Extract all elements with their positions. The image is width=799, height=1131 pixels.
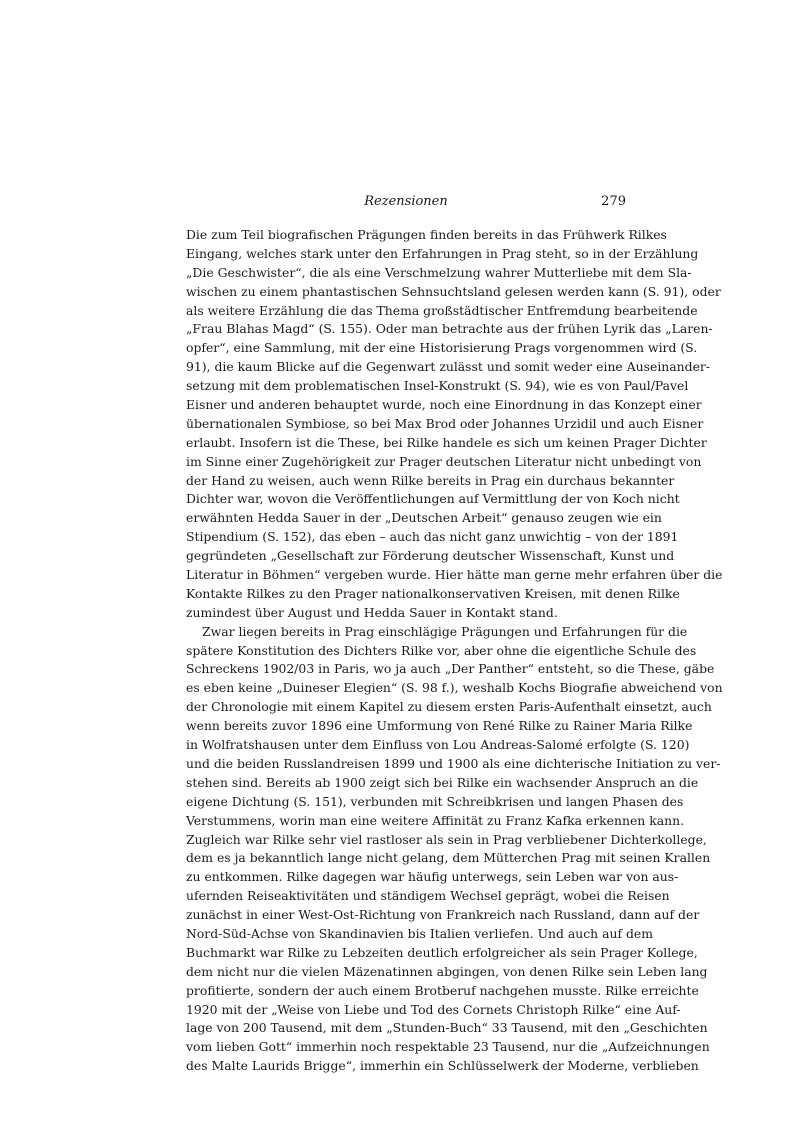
text-line: Verstummens, worin man eine weitere Affinität zu Franz Kafka erkennen kann. <box>186 812 685 828</box>
text-line: Zugleich war Rilke sehr viel rastloser als sein in Prag verbliebener Dichterkollege, <box>186 831 707 847</box>
text-line: in Wolfratshausen unter dem Einfluss von Lou Andreas-Salomé erfolgte (S. 120) <box>186 737 690 753</box>
page-number: 279 <box>601 194 626 209</box>
running-title: Rezensionen <box>364 194 448 209</box>
text-line: der Hand zu weisen, auch wenn Rilke bereits in Prag ein durchaus bekannter <box>186 472 675 488</box>
text-line: und die beiden Russlandreisen 1899 und 1900 als eine dichterische Initiation zu ver- <box>186 755 721 771</box>
text-line: „Die Geschwister“, die als eine Verschmelzung wahrer Mutterliebe mit dem Sla- <box>186 264 692 280</box>
text-line: spätere Konstitution des Dichters Rilke vor, aber ohne die eigentliche Schule des <box>186 642 697 658</box>
paragraph <box>186 226 723 623</box>
text-line: Die zum Teil biografischen Prägungen finden bereits in das Frühwerk Rilkes <box>186 227 667 242</box>
text-line: 1920 mit der „Weise von Liebe und Tod des Cornets Christoph Rilke“ eine Auf- <box>186 1001 681 1017</box>
text-line: dem nicht nur die vielen Mäzenatinnen abgingen, von denen Rilke sein Leben lang <box>186 963 708 979</box>
text-line: Kontakte Rilkes zu den Prager nationalkonservativen Kreisen, mit denen Rilke <box>186 585 680 601</box>
text-line: dem es ja bekanntlich lange nicht gelang, dem Mütterchen Prag mit seinen Krallen <box>186 850 711 866</box>
text-line: wenn bereits zuvor 1896 eine Umformung von René Rilke zu Rainer Maria Rilke <box>186 718 693 734</box>
text-line: setzung mit dem problematischen Insel-Konstrukt (S. 94), wie es von Paul/Pavel <box>186 378 689 394</box>
text-line: wischen zu einem phantastischen Sehnsuchtsland gelesen werden kann (S. 91), oder <box>186 283 721 299</box>
text-line: vom lieben Gott“ immerhin noch respektable 23 Tausend, nur die „Aufzeichnungen <box>186 1039 710 1055</box>
text-line: Stipendium (S. 152), das eben – auch das nicht ganz unwichtig – von der 1891 <box>186 529 679 545</box>
text-line: der Chronologie mit einem Kapitel zu diesem ersten Paris-Aufenthalt einsetzt, auch <box>186 699 712 715</box>
text-line: Eisner und anderen behauptet wurde, noch eine Einordnung in das Konzept einer <box>186 397 702 413</box>
text-line: erlaubt. Insofern ist die These, bei Rilke handele es sich um keinen Prager Dichter <box>186 434 707 450</box>
text-line: lage von 200 Tausend, mit dem „Stunden-Buch“ 33 Tausend, mit den „Geschichten <box>186 1020 708 1036</box>
text-line: Schreckens 1902/03 in Paris, wo ja auch „Der Panther“ entsteht, so die These, gäbe <box>186 661 715 677</box>
text-line: zu entkommen. Rilke dagegen war häufig unterwegs, sein Leben war von aus- <box>186 869 679 885</box>
text-line: als weitere Erzählung die das Thema großstädtischer Entfremdung bearbeitende <box>186 302 698 318</box>
text-line: Dichter war, wovon die Veröffentlichungen auf Vermittlung der von Koch nicht <box>186 491 680 507</box>
text-line: es eben keine „Duineser Elegien“ (S. 98 f.), weshalb Kochs Biografie abweichend von <box>186 680 723 696</box>
text-line: übernationalen Symbiose, so bei Max Brod oder Johannes Urzidil und auch Eisner <box>186 415 704 431</box>
text-line: zunächst in einer West-Ost-Richtung von Frankreich nach Russland, dann auf der <box>186 907 700 923</box>
text-line: zumindest über August und Hedda Sauer in Kontakt stand. <box>186 604 558 620</box>
text-line: gegründeten „Gesellschaft zur Förderung deutscher Wissenschaft, Kunst und <box>186 548 675 564</box>
text-line: Eingang, welches stark unter den Erfahrungen in Prag steht, so in der Erzählung <box>186 245 699 261</box>
text-line: Nord-Süd-Achse von Skandinavien bis Italien verliefen. Und auch auf dem <box>186 925 653 941</box>
text-line: „Frau Blahas Magd“ (S. 155). Oder man betrachte aus der frühen Lyrik das „Laren- <box>186 321 713 337</box>
text-line: ufernden Reiseaktivitäten und ständigem Wechsel geprägt, wobei die Reisen <box>186 888 670 904</box>
text-line: Buchmarkt war Rilke zu Lebzeiten deutlich erfolgreicher als sein Prager Kollege, <box>186 944 698 960</box>
text-line: stehen sind. Bereits ab 1900 zeigt sich bei Rilke ein wachsender Anspruch an die <box>186 774 699 790</box>
running-head <box>186 194 626 216</box>
paragraph <box>186 623 723 1076</box>
text-line: opfer“, eine Sammlung, mit der eine Historisierung Prags vorgenommen wird (S. <box>186 340 698 356</box>
text-line: profitierte, sondern der auch einem Brotberuf nachgehen musste. Rilke erreichte <box>186 982 699 998</box>
body-text <box>186 226 723 1076</box>
text-line: 91), die kaum Blicke auf die Gegenwart zulässt und somit weder eine Auseinander- <box>186 359 711 375</box>
text-line: Zwar liegen bereits in Prag einschlägige Prägungen und Erfahrungen für die <box>202 623 688 639</box>
text-line: erwähnten Hedda Sauer in der „Deutschen Arbeit“ genauso zeugen wie ein <box>186 510 662 526</box>
text-line: im Sinne einer Zugehörigkeit zur Prager deutschen Literatur nicht unbedingt von <box>186 453 702 469</box>
text-line: des Malte Laurids Brigge“, immerhin ein Schlüsselwerk der Moderne, verblieben <box>186 1058 699 1074</box>
text-line: eigene Dichtung (S. 151), verbunden mit Schreibkrisen und langen Phasen des <box>186 793 684 809</box>
text-line: Literatur in Böhmen“ vergeben wurde. Hier hätte man gerne mehr erfahren über die <box>186 567 723 583</box>
